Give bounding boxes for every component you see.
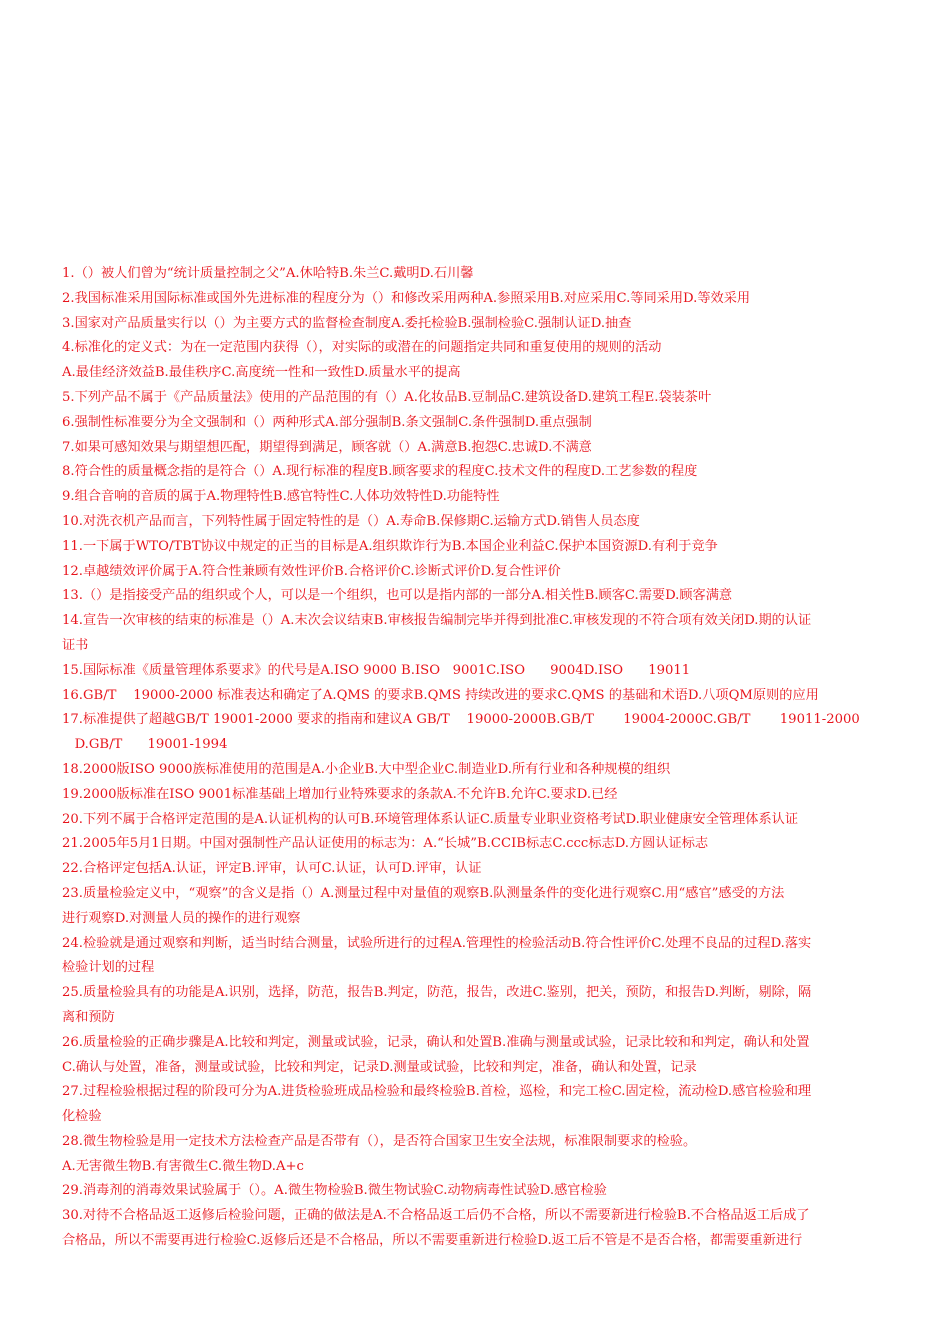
question-30-continued: 合格品，所以不需要再进行检验C.返修后还是不合格品，所以不需要重新进行检验D.返工后不管是不是否合格，都需要重新进行 bbox=[62, 1233, 803, 1249]
question-22: 22.合格评定包括A.认证，评定B.评审，认可C.认证，认可D.评审，认证 bbox=[62, 861, 482, 877]
question-8: 8.符合性的质量概念指的是符合（）A.现行标准的程度B.顾客要求的程度C.技术文件的程度D.工艺参数的程度 bbox=[62, 464, 698, 480]
question-20: 20.下列不属于合格评定范围的是A.认证机构的认可B.环境管理体系认证C.质量专业职业资格考试D.职业健康安全管理体系认证 bbox=[62, 811, 799, 827]
question-4-options: A.最佳经济效益B.最佳秩序C.高度统一性和一致性D.质量水平的提高 bbox=[62, 365, 461, 381]
question-5: 5.下列产品不属于《产品质量法》使用的产品范围的有（）A.化妆品B.豆制品C.建筑设备D.建筑工程E.袋装茶叶 bbox=[62, 389, 712, 405]
question-13: 13.（）是指接受产品的组织或个人，可以是一个组织，也可以是指内部的一部分A.相关性B.顾客C.需要D.顾客满意 bbox=[62, 588, 733, 604]
question-24-continued: 检验计划的过程 bbox=[62, 960, 155, 976]
question-19: 19.2000版标准在ISO 9001标准基础上增加行业特殊要求的条款A.不允许B.允许C.要求D.已经 bbox=[62, 786, 618, 802]
question-12: 12.卓越绩效评价属于A.符合性兼顾有效性评价B.合格评价C.诊断式评价D.复合性评价 bbox=[62, 563, 561, 579]
question-11: 11.一下属于WTO/TBT协议中规定的正当的目标是A.组织欺诈行为B.本国企业利益C.保护本国资源D.有利于竞争 bbox=[62, 538, 718, 554]
question-7: 7.如果可感知效果与期望想匹配，期望得到满足，顾客就（）A.满意B.抱怨C.忠诚D.不满意 bbox=[62, 439, 592, 455]
question-18: 18.2000版ISO 9000族标准使用的范围是A.小企业B.大中型企业C.制造业D.所有行业和各种规模的组织 bbox=[62, 761, 671, 777]
question-25-continued: 离和预防 bbox=[62, 1009, 115, 1025]
question-4: 4.标准化的定义式：为在一定范围内获得（），对实际的或潜在的问题指定共同和重复使用的规则的活动 bbox=[62, 340, 662, 356]
question-27: 27.过程检验根据过程的阶段可分为A.进货检验班成品检验和最终检验B.首检，巡检，和完工检C.固定检，流动检D.感官检验和理 bbox=[62, 1084, 812, 1100]
question-16: 16.GB/T 19000-2000 标准表达和确定了A.QMS 的要求B.QMS 持续改进的要求C.QMS 的基础和术语D.八项QM原则的应用 bbox=[62, 687, 819, 703]
question-14-continued: 证书 bbox=[62, 637, 89, 653]
question-2: 2.我国标准采用国际标准或国外先进标准的程度分为（）和修改采用两种A.参照采用B.对应采用C.等同采用D.等效采用 bbox=[62, 290, 751, 306]
question-28-options: A.无害微生物B.有害微生C.微生物D.A+c bbox=[62, 1158, 304, 1174]
question-17-continued: D.GB/T 19001-1994 bbox=[62, 737, 228, 753]
question-28: 28.微生物检验是用一定技术方法检查产品是否带有（），是否符合国家卫生安全法规，标准限制要求的检验。 bbox=[62, 1133, 697, 1149]
question-21: 21.2005年5月1日期。中国对强制性产品认证使用的标志为：A.“长城”B.CCIB标志C.ccc标志D.方圆认证标志 bbox=[62, 836, 709, 852]
question-24: 24.检验就是通过观察和判断，适当时结合测量，试验所进行的过程A.管理性的检验活动B.符合性评价C.处理不良品的过程D.落实 bbox=[62, 935, 812, 951]
question-3: 3.国家对产品质量实行以（）为主要方式的监督检查制度A.委托检验B.强制检验C.强制认证D.抽查 bbox=[62, 315, 632, 331]
question-30: 30.对待不合格品返工返修后检验问题，正确的做法是A.不合格品返工后仍不合格，所以不需要新进行检验B.不合格品返工后成了 bbox=[62, 1208, 810, 1224]
question-26-continued: C.确认与处置，准备，测量或试验，比较和判定，记录D.测量或试验，比较和判定，准备，确认和处置，记录 bbox=[62, 1059, 697, 1075]
exam-question-list bbox=[62, 262, 890, 1254]
question-26: 26.质量检验的正确步骤是A.比较和判定，测量或试验，记录，确认和处置B.准确与测量或试验，记录比较和和判定，确认和处置 bbox=[62, 1034, 810, 1050]
question-14: 14.宣告一次审核的结束的标准是（）A.末次会议结束B.审核报告编制完毕并得到批准C.审核发现的不符合项有效关闭D.期的认证 bbox=[62, 613, 812, 629]
question-29: 29.消毒剂的消毒效果试验属于（）。A.微生物检验B.微生物试验C.动物病毒性试验D.感官检验 bbox=[62, 1183, 607, 1199]
question-27-continued: 化检验 bbox=[62, 1109, 102, 1125]
question-23-continued: 进行观察D.对测量人员的操作的进行观察 bbox=[62, 910, 301, 926]
question-17: 17.标准提供了超越GB/T 19001-2000 要求的指南和建议A GB/T 19000-2000B.GB/T 19004-2000C.GB/T 19011-2000 bbox=[62, 712, 860, 728]
question-1: 1.（）被人们曾为“统计质量控制之父”A.休哈特B.朱兰C.戴明D.石川馨 bbox=[62, 266, 474, 281]
question-10: 10.对洗衣机产品而言，下列特性属于固定特性的是（）A.寿命B.保修期C.运输方式D.销售人员态度 bbox=[62, 513, 640, 529]
question-6: 6.强制性标准要分为全文强制和（）两种形式A.部分强制B.条文强制C.条件强制D.重点强制 bbox=[62, 414, 592, 430]
question-23: 23.质量检验定义中，“观察”的含义是指（）A.测量过程中对量值的观察B.队测量条件的变化进行观察C.用“感官”感受的方法 bbox=[62, 885, 785, 901]
question-25: 25.质量检验具有的功能是A.识别，选择，防范，报告B.判定，防范，报告，改进C.鉴别，把关，预防，和报告D.判断，剔除，隔 bbox=[62, 985, 812, 1001]
question-9: 9.组合音响的音质的属于A.物理特性B.感官特性C.人体功效特性D.功能特性 bbox=[62, 489, 500, 505]
question-15: 15.国际标准《质量管理体系要求》的代号是A.ISO 9000 B.ISO 9001C.ISO 9004D.ISO 19011 bbox=[62, 662, 691, 678]
